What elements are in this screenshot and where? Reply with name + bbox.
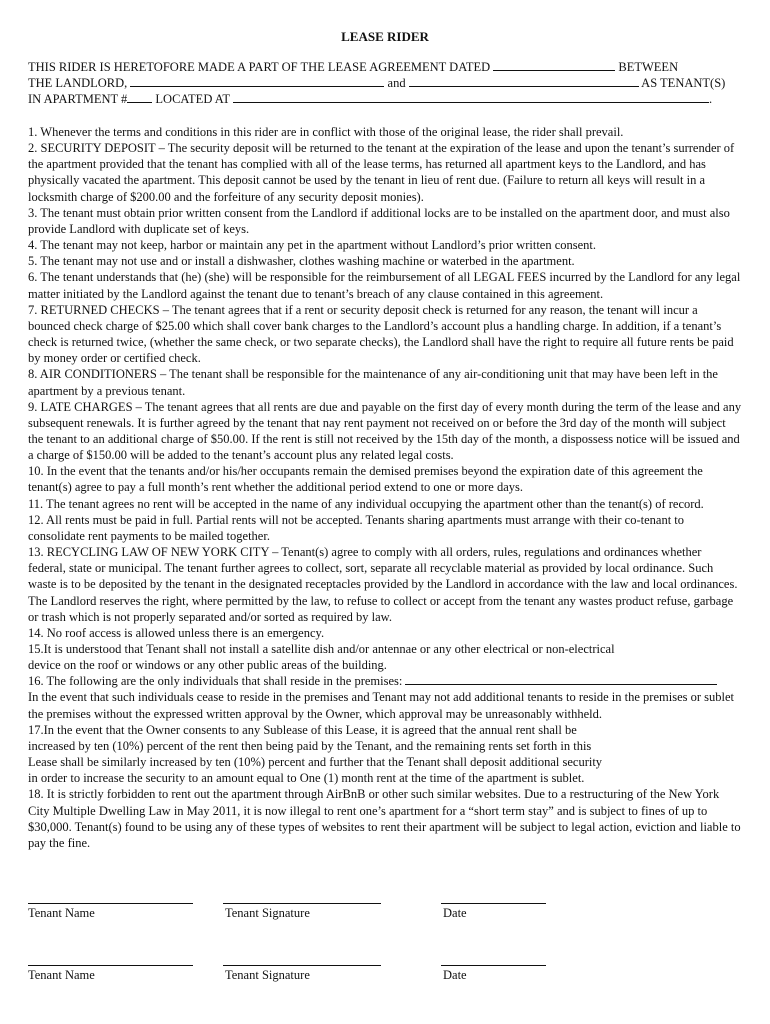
clause-12: 12. All rents must be paid in full. Partial rents will not be accepted. Tenants sharing apartments must arrange with their co-tenant to consolidate rent payments to be mailed together. bbox=[28, 512, 685, 543]
preamble-and: and bbox=[387, 76, 406, 90]
clause-16-lead: 16. The following are the only individuals that shall reside in the premises: bbox=[28, 674, 403, 689]
clause-4: 4. The tenant may not keep, harbor or maintain any pet in the apartment without Landlord’s prior written consent. bbox=[28, 238, 597, 253]
clause-10: 10. In the event that the tenants and/or his/her occupants remain the demised premises beyond the expiration date of this agreement the tenant(s) agree to pay a full month’s rent whether the additional period extend to one or more days. bbox=[28, 464, 703, 495]
preamble-as-tenants: AS TENANT(S) bbox=[641, 76, 726, 90]
clause-6: 6. The tenant understands that (he) (she) will be responsible for the reimbursement of all LEGAL FEES incurred by the Landlord for any legal matter initiated by the Landlord against the tenant due to tenant’s breach of any clause contained in this agreement. bbox=[28, 270, 741, 301]
preamble-landlord-label: THE LANDLORD, bbox=[28, 76, 128, 90]
preamble-text: THIS RIDER IS HERETOFORE MADE A PART OF THE LEASE AGREEMENT DATED bbox=[28, 60, 491, 74]
preamble-line-2 bbox=[28, 75, 740, 91]
tenant-signature-line-2[interactable] bbox=[223, 965, 381, 966]
apartment-number-field[interactable] bbox=[127, 91, 152, 103]
clause-8: 8. AIR CONDITIONERS – The tenant shall be responsible for the maintenance of any air-conditioning unit that may have been left in the apartment by a previous tenant. bbox=[28, 367, 718, 398]
preamble-located-label: LOCATED AT bbox=[155, 92, 230, 106]
preamble-line-1 bbox=[28, 59, 740, 75]
clause-13: 13. RECYCLING LAW OF NEW YORK CITY – Tenant(s) agree to comply with all orders, rules, regulations and ordinances whether federal, state or municipal. The tenant further agrees to collect, sort, separate all recyclable material as provided by local ordinance. Such waste is to be deposited by the tenant in the designated receptacles provided by the Landlord in accordance with the law and local ordinances. The Landlord reserves the right, where permitted by the law, to refuse to collect or accept from the tenant any wastes product refuse, garbage or trash which is not properly separated and/or sorted as required by law. bbox=[28, 545, 738, 624]
tenant-name-label-2: Tenant Name bbox=[28, 968, 95, 982]
tenant-signature-label-2: Tenant Signature bbox=[225, 968, 310, 982]
document-title: LEASE RIDER bbox=[341, 29, 429, 44]
clause-16-lead-line bbox=[28, 673, 742, 689]
tenant-name-line-1[interactable] bbox=[28, 903, 193, 904]
clause-1: 1. Whenever the terms and conditions in this rider are in conflict with those of the original lease, the rider shall prevail. bbox=[28, 125, 624, 139]
clause-3: 3. The tenant must obtain prior written consent from the Landlord if additional locks are to be installed on the apartment door, and must also provide Landlord with duplicate set of keys. bbox=[28, 205, 730, 236]
preamble-period: . bbox=[708, 92, 713, 106]
preamble-line-3 bbox=[28, 91, 740, 107]
date-label-1: Date bbox=[443, 906, 467, 920]
clause-16-text: In the event that such individuals cease to reside in the premises and Tenant may not add additional tenants to reside in the premises or sublet the premises without the expressed written approval by the Owner, which approval may be unreasonably withheld. bbox=[28, 690, 734, 721]
clause-17-line-4: in order to increase the security to an amount equal to One (1) month rent at the time of the apartment is sublet. bbox=[28, 771, 585, 786]
clause-11: 11. The tenant agrees no rent will be accepted in the name of any individual occupying the apartment other than the tenant(s) of record. bbox=[28, 496, 704, 511]
preamble-between: BETWEEN bbox=[618, 60, 679, 74]
preamble-apartment-label: IN APARTMENT # bbox=[28, 92, 128, 106]
tenant-name-field[interactable] bbox=[409, 75, 639, 87]
preamble bbox=[28, 59, 740, 107]
clause-15-line-1: 15.It is understood that Tenant shall not install a satellite dish and/or antennae or any other electrical or non-electrical bbox=[28, 642, 615, 656]
clause-7: 7. RETURNED CHECKS – The tenant agrees that if a rent or security deposit check is returned for any reason, the tenant will incur a bounced check charge of $25.00 which shall cover bank charges to the Landlord’s account plus a handling charge. In addition, if a tenant’s check is returned twice, (whether the same check, or two separate checks), the Landlord shall have the right to require all future rents be paid by money order or certified check. bbox=[28, 302, 734, 366]
tenant-signature-line-1[interactable] bbox=[223, 903, 381, 904]
date-line-1[interactable] bbox=[441, 903, 546, 904]
rider-clauses bbox=[28, 124, 742, 851]
clause-17-line-2: increased by ten (10%) percent of the rent then being paid by the Tenant, and the remaining rents set forth in this bbox=[28, 738, 592, 753]
tenant-signature-label-1: Tenant Signature bbox=[225, 906, 310, 920]
clause-17-line-1: 17.In the event that the Owner consents to any Sublease of this Lease, it is agreed that the annual rent shall be bbox=[28, 722, 577, 737]
date-line-2[interactable] bbox=[441, 965, 546, 966]
clause-15-line-2: device on the roof or windows or any other public areas of the building. bbox=[28, 658, 387, 673]
clause-16 bbox=[28, 673, 742, 721]
tenant-name-label-1: Tenant Name bbox=[28, 906, 95, 920]
clause-18: 18. It is strictly forbidden to rent out the apartment through AirBnB or other such similar websites. Due to a restructuring of the New York City Multiple Dwelling Law in May 2011, it is now illegal to rent one’s apartment for a “short term stay” and is subject to fines of up to $30,000. Tenant(s) found to be using any of these types of websites to rent their apartment will be subject to legal action, eviction and liable to pay the fine. bbox=[28, 787, 741, 850]
landlord-name-field[interactable] bbox=[130, 75, 384, 87]
clause-14: 14. No roof access is allowed unless there is an emergency. bbox=[28, 625, 325, 640]
clause-2: 2. SECURITY DEPOSIT – The security deposit will be returned to the tenant at the expiration of the lease and upon the tenant’s surrender of the apartment provided that the tenant has complied with all of the lease terms, has returned all apartment keys to the Landlord, and has physically vacated the apartment. This deposit cannot be used by the tenant in lieu of rent due. (Failure to return all keys will result in a locksmith charge of $200.00 and the forfeiture of any security deposit monies). bbox=[28, 141, 735, 204]
lease-date-field[interactable] bbox=[493, 59, 615, 71]
clause-17 bbox=[28, 722, 742, 787]
clause-15 bbox=[28, 641, 742, 673]
tenant-name-line-2[interactable] bbox=[28, 965, 193, 966]
apartment-address-field[interactable] bbox=[233, 91, 709, 103]
residents-field[interactable] bbox=[405, 673, 717, 685]
clause-5: 5. The tenant may not use and or install a dishwasher, clothes washing machine or waterbed in the apartment. bbox=[28, 254, 575, 269]
date-label-2: Date bbox=[443, 968, 467, 982]
clause-9: 9. LATE CHARGES – The tenant agrees that all rents are due and payable on the first day of every month during the term of the lease and any subsequent renewals. It is further agreed by the tenant that nay rent payment not received on or before the 3rd day of the month will subject the tenant to an additional charge of $50.00. If the rent is still not received by the 15th day of the month, a dispossess notice will be issued and a charge of $150.00 will be added to the tenant’s account plus any related legal costs. bbox=[28, 399, 742, 463]
clause-17-line-3: Lease shall be similarly increased by ten (10%) percent and further that the Tenant shall deposit additional security bbox=[28, 755, 603, 770]
